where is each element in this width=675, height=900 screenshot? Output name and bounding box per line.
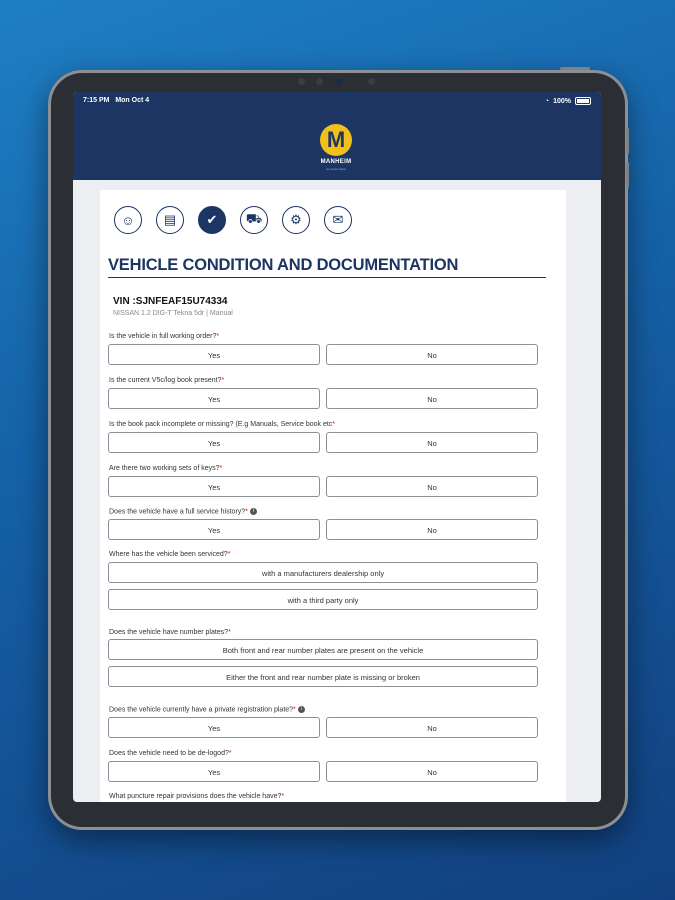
question-label: Does the vehicle currently have a private registration plate?* i bbox=[109, 706, 305, 713]
q8-yes-button[interactable]: Yes bbox=[108, 717, 320, 738]
info-icon[interactable]: i bbox=[250, 508, 257, 515]
info-icon[interactable]: i bbox=[298, 706, 305, 713]
step-tag-icon[interactable]: ✉ bbox=[324, 206, 352, 234]
manheim-logo: M bbox=[320, 124, 352, 156]
question-label: Is the book pack incomplete or missing? (E.g Manuals, Service book etc* bbox=[109, 421, 336, 428]
q8-no-button[interactable]: No bbox=[326, 717, 538, 738]
battery-percent: 100% bbox=[553, 97, 571, 105]
sensor bbox=[368, 78, 375, 85]
screen bbox=[73, 92, 601, 802]
q4-yes-button[interactable]: Yes bbox=[108, 476, 320, 497]
question-label: Where has the vehicle been serviced?* bbox=[109, 551, 231, 558]
status-right bbox=[545, 97, 591, 105]
q7-both-plates-button[interactable]: Both front and rear number plates are present on the vehicle bbox=[108, 639, 538, 660]
vehicle-vin: VIN :SJNFEAF15U74334 bbox=[113, 296, 228, 307]
step-person-icon[interactable]: ☺ bbox=[114, 206, 142, 234]
q6-dealership-button[interactable]: with a manufacturers dealership only bbox=[108, 562, 538, 583]
q2-yes-button[interactable]: Yes bbox=[108, 388, 320, 409]
step-documents-icon[interactable]: ✔ bbox=[198, 206, 226, 234]
question-label: What puncture repair provisions does the vehicle have?* bbox=[109, 793, 285, 800]
question-label: Does the vehicle have a full service history?* i bbox=[109, 508, 257, 515]
status-bar bbox=[73, 92, 601, 110]
question-label: Are there two working sets of keys?* bbox=[109, 465, 223, 472]
form-card bbox=[100, 190, 566, 802]
q1-no-button[interactable]: No bbox=[326, 344, 538, 365]
q5-no-button[interactable]: No bbox=[326, 519, 538, 540]
page-title: VEHICLE CONDITION AND DOCUMENTATION bbox=[108, 256, 546, 278]
step-car-icon[interactable]: ⛟ bbox=[240, 206, 268, 234]
vehicle-model: NISSAN 1.2 DIG-T Tekna 5dr | Manual bbox=[113, 310, 233, 317]
battery-icon bbox=[575, 97, 591, 105]
step-vehicle-details-icon[interactable]: ▤ bbox=[156, 206, 184, 234]
step-wheel-icon[interactable]: ⚙ bbox=[282, 206, 310, 234]
brand-tagline: cox automotive bbox=[325, 167, 347, 171]
volume-down-button bbox=[626, 162, 629, 188]
brand-name: MANHEIM bbox=[320, 159, 352, 165]
q5-yes-button[interactable]: Yes bbox=[108, 519, 320, 540]
question-label: Does the vehicle have number plates?* bbox=[109, 629, 231, 636]
sensor bbox=[316, 78, 323, 85]
power-button bbox=[560, 67, 590, 70]
q2-no-button[interactable]: No bbox=[326, 388, 538, 409]
q4-no-button[interactable]: No bbox=[326, 476, 538, 497]
sensor bbox=[298, 78, 305, 85]
q3-yes-button[interactable]: Yes bbox=[108, 432, 320, 453]
question-label: Does the vehicle need to be de-logod?* bbox=[109, 750, 232, 757]
wifi-icon: ◔ bbox=[544, 97, 550, 105]
q9-yes-button[interactable]: Yes bbox=[108, 761, 320, 782]
q6-third-party-button[interactable]: with a third party only bbox=[108, 589, 538, 610]
step-progress bbox=[114, 206, 352, 234]
q3-no-button[interactable]: No bbox=[326, 432, 538, 453]
q9-no-button[interactable]: No bbox=[326, 761, 538, 782]
volume-up-button bbox=[626, 128, 629, 154]
camera-lens bbox=[335, 78, 342, 85]
q1-yes-button[interactable]: Yes bbox=[108, 344, 320, 365]
q7-missing-plate-button[interactable]: Either the front and rear number plate is missing or broken bbox=[108, 666, 538, 687]
question-label: Is the vehicle in full working order?* bbox=[109, 333, 220, 340]
question-label: Is the current V5c/log book present?* bbox=[109, 377, 225, 384]
status-time: 7:15 PM Mon Oct 4 bbox=[83, 97, 150, 104]
